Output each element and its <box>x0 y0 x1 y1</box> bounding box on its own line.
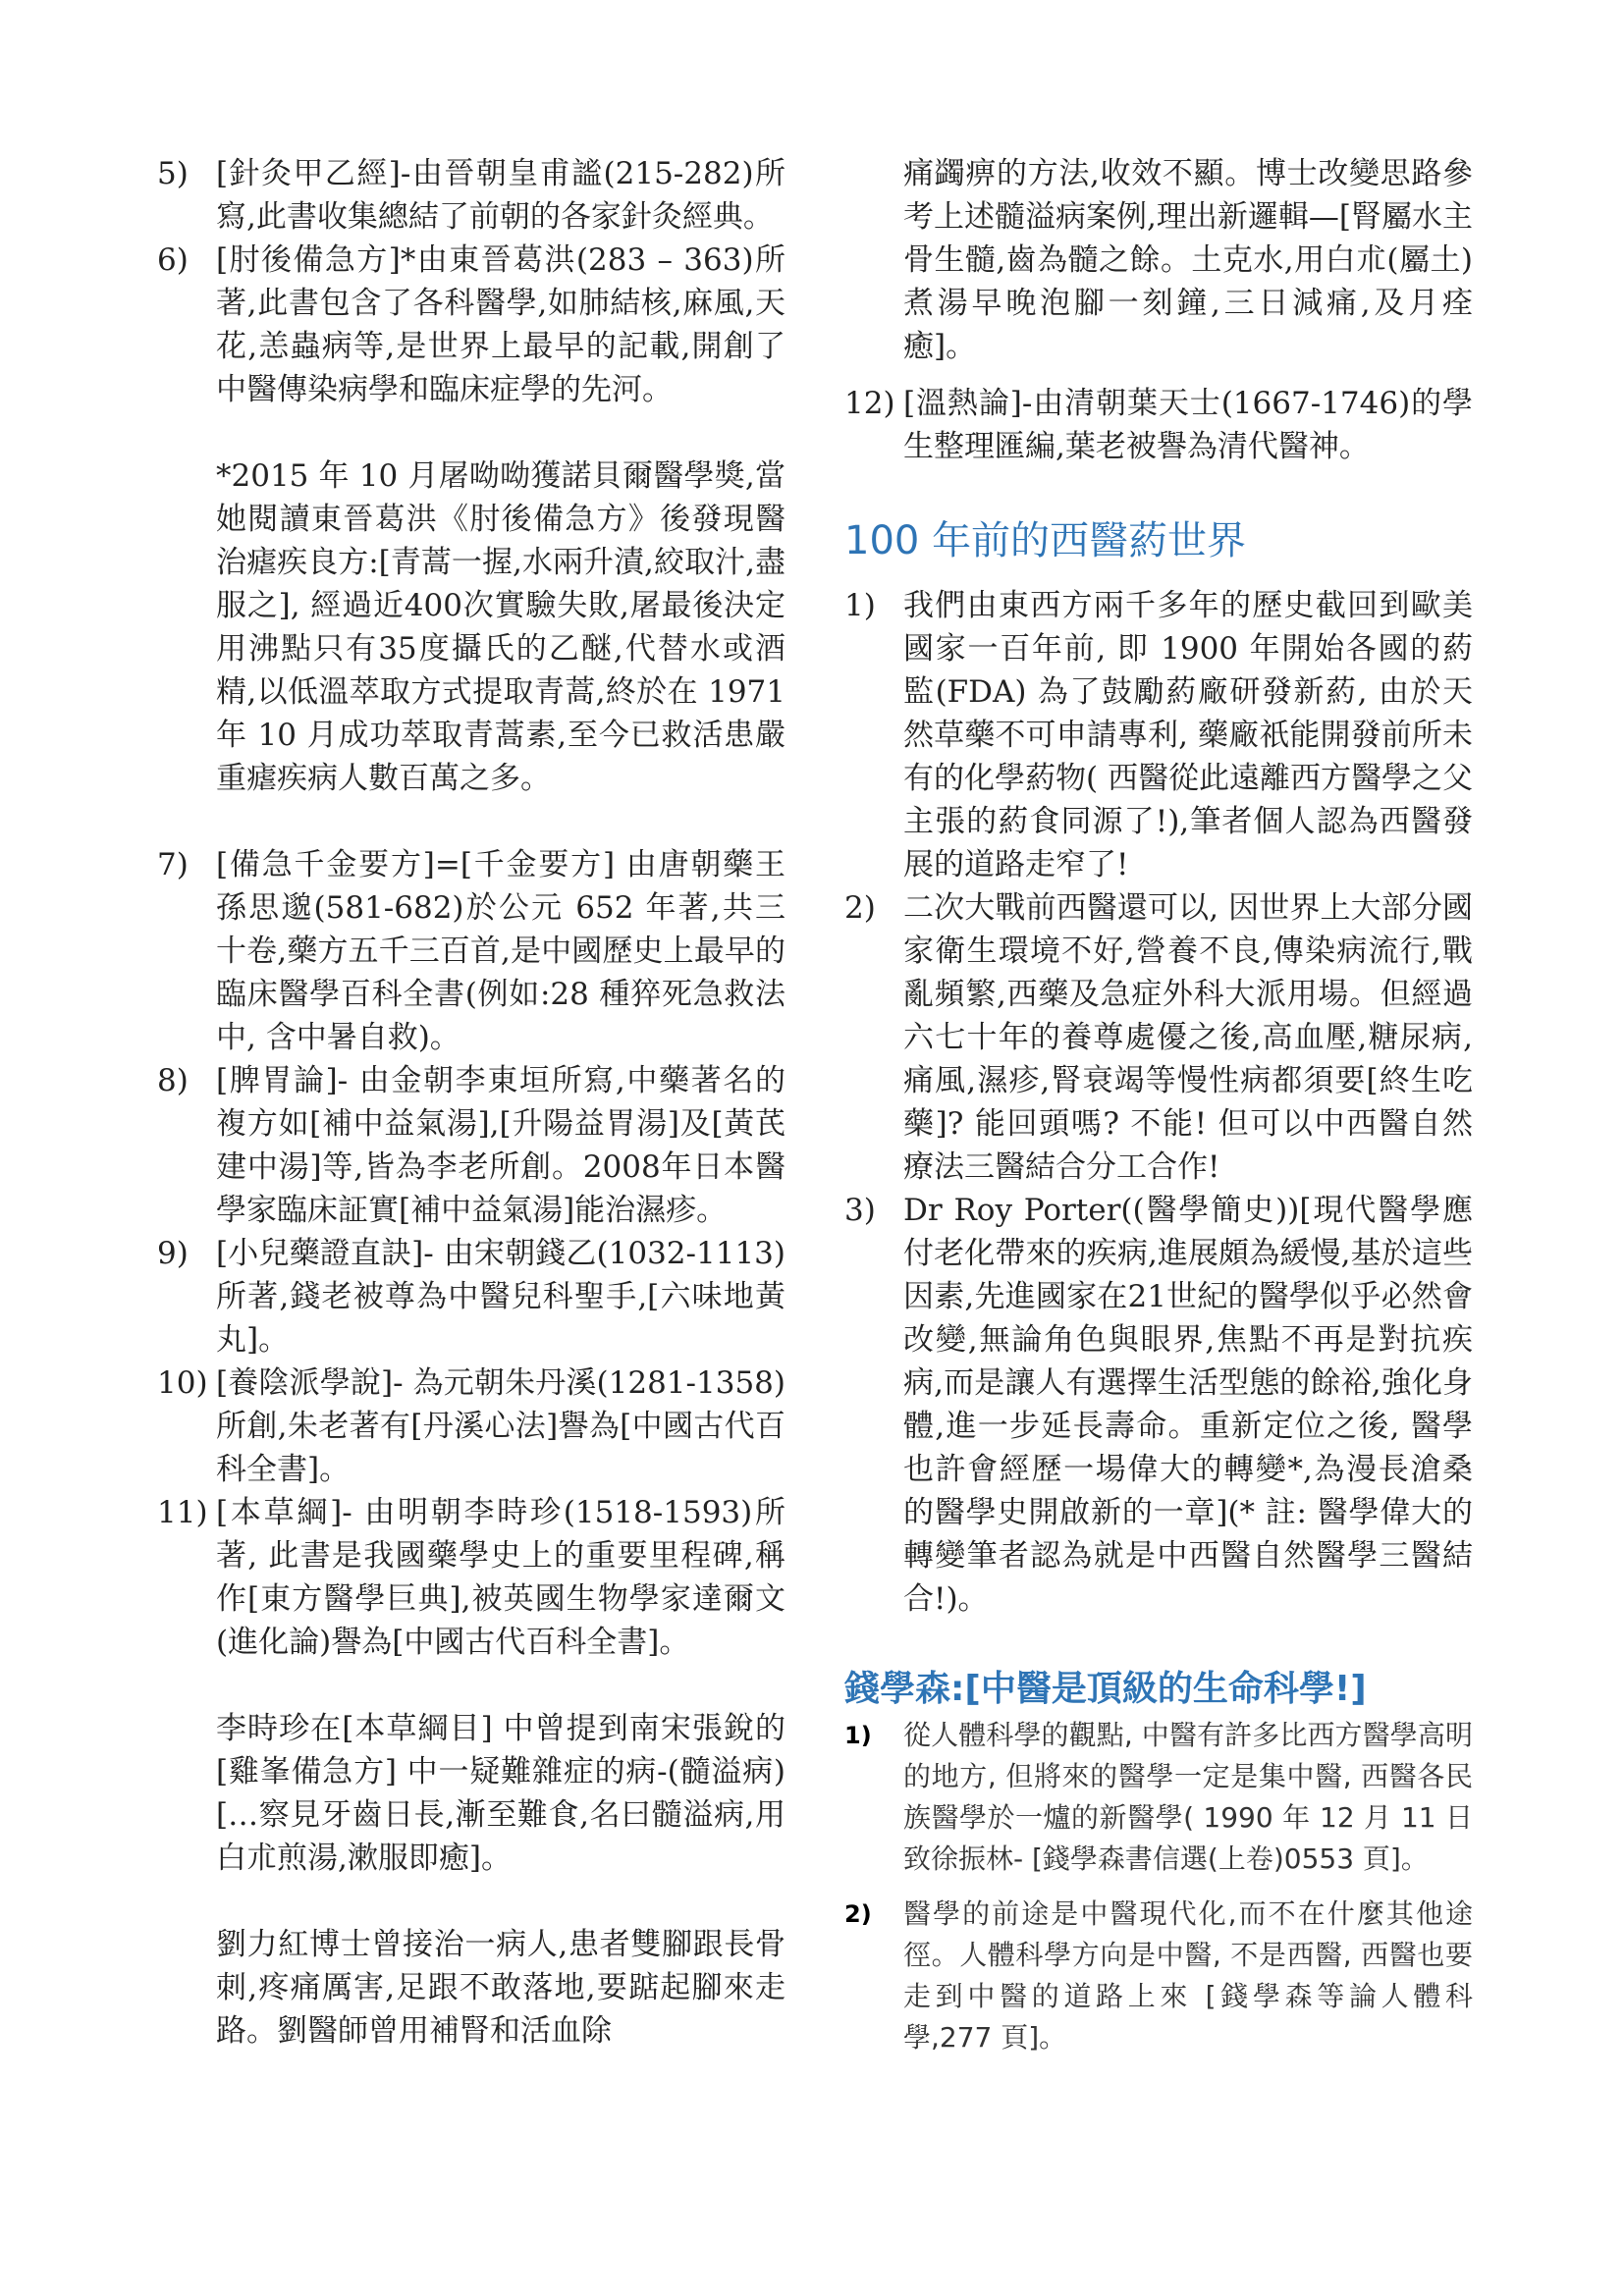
item-number: 2) <box>844 1900 872 1928</box>
item-text: [針灸甲乙經]-由晉朝皇甫謐(215-282)所寫,此書收集總結了前朝的各家針灸經典。 <box>216 156 785 235</box>
list-item <box>844 382 1473 468</box>
item-number: 1) <box>844 588 876 623</box>
note-paragraph: *2015 年 10 月屠呦呦獲諾貝爾醫學獎,當她閱讀東晉葛洪《肘後備急方》後發現醫治瘧疾良方:[青蒿一握,水兩升漬,絞取汁,盡服之], 經過近400次實驗失敗,屠最後決定用沸點只有35度攝氏的乙醚,代替水或酒精,以低溫萃取方式提取青蒿,終於在 1971 年 10 月成功萃取青蒿素,至今已救活患嚴重瘧疾病人數百萬之多。 <box>216 458 785 796</box>
item-number: 5) <box>157 156 189 191</box>
list-item <box>157 152 785 239</box>
section-heading: 錢學森:[中醫是頂級的生命科學!] <box>844 1669 1367 1709</box>
item-text: 醫學的前途是中醫現代化,而不在什麼其他途徑。人體科學方向是中醫, 不是西醫, 西醫也要走到中醫的道路上來 [錢學森等論人體科學,277 頁]。 <box>903 1897 1473 2054</box>
list-item <box>157 1059 785 1232</box>
item-number: 9) <box>157 1236 189 1271</box>
item-number: 2) <box>844 890 876 926</box>
item-number: 3) <box>844 1193 876 1228</box>
section-heading: 100 年前的西醫葯世界 <box>844 518 1247 563</box>
item-text: [養陰派學說]- 為元朝朱丹溪(1281-1358)所創,朱老著有[丹溪心法]譽為[中國古代百科全書]。 <box>216 1365 785 1487</box>
item-text: [本草綱]- 由明朝李時珍(1518-1593)所著, 此書是我國藥學史上的重要里程碑,稱作[東方醫學巨典],被英國生物學家達爾文(進化論)譽為[中國古代百科全書]。 <box>216 1495 785 1660</box>
left-column <box>157 152 785 2053</box>
list-item <box>844 1715 1473 1880</box>
item-text: 我們由東西方兩千多年的歷史截回到歐美國家一百年前, 即 1900 年開始各國的葯監(FDA) 為了鼓勵葯廠研發新葯, 由於天然草藥不可申請專利, 藥廠祇能開發前所未有的化學葯物( 西醫從此遠離西方醫學之父主張的葯食同源了!),筆者個人認為西醫發展的道路走窄了! <box>903 588 1473 882</box>
list-item <box>844 1189 1473 1621</box>
item-number: 7) <box>157 847 189 882</box>
list-item <box>844 584 1473 886</box>
list-item <box>157 1491 785 1664</box>
item-number: 1) <box>844 1722 872 1749</box>
list-item <box>157 843 785 1059</box>
item-number: 11) <box>157 1495 208 1530</box>
item-text: Dr Roy Porter((醫學簡史))[現代醫學應付老化帶來的疾病,進展頗為緩慢,基於這些因素,先進國家在21世紀的醫學似乎必然會改變,無論角色與眼界,焦點不再是對抗疾病,而是讓人有選擇生活型態的餘裕,強化身體,進一步延長壽命。重新定位之後, 醫學也許會經歷一場偉大的轉變*,為漫長滄桑的醫學史開啟新的一章](* 註: 醫學偉大的轉變筆者認為就是中西醫自然醫學三醫結合!)。 <box>903 1193 1473 1617</box>
item-text: [脾胃論]- 由金朝李東垣所寫,中藥著名的複方如[補中益氣湯],[升陽益胃湯]及[黃芪建中湯]等,皆為李老所創。2008年日本醫學家臨床証實[補中益氣湯]能治濕疹。 <box>216 1063 785 1228</box>
item-text: [備急千金要方]=[千金要方] 由唐朝藥王孫思邈(581-682)於公元 652 年著,共三十卷,藥方五千三百首,是中國歷史上最早的臨床醫學百科全書(例如:28 種猝死急救法中, 含中暑自救)。 <box>216 847 785 1055</box>
item-text: [溫熱論]-由清朝葉天士(1667-1746)的學生整理匯編,葉老被譽為清代醫神。 <box>903 386 1473 464</box>
item-text: 從人體科學的觀點, 中醫有許多比西方醫學高明的地方, 但將來的醫學一定是集中醫, 西醫各民族醫學於一爐的新醫學( 1990 年 12 月 11 日致徐振林- [錢學森書信選(上卷)0553 頁]。 <box>903 1719 1473 1875</box>
note-paragraph: 劉力紅博士曾接治一病人,患者雙腳跟長骨刺,疼痛厲害,足跟不敢落地,要踮起腳來走路。劉醫師曾用補腎和活血除 <box>216 1927 785 2049</box>
list-item <box>844 886 1473 1189</box>
right-column <box>844 152 1473 2058</box>
item-text: [肘後備急方]*由東晉葛洪(283 – 363)所著,此書包含了各科醫學,如肺結核,麻風,天花,恙蟲病等,是世界上最早的記載,開創了中醫傳染病學和臨床症學的先河。 <box>216 242 785 407</box>
item-text: 二次大戰前西醫還可以, 因世界上大部分國家衛生環境不好,營養不良,傳染病流行,戰亂頻繁,西藥及急症外科大派用場。但經過六七十年的養尊處優之後,高血壓,糖尿病,痛風,濕疹,腎衰竭等慢性病都須要[終生吃藥]? 能回頭嗎? 不能! 但可以中西醫自然療法三醫結合分工合作! <box>903 890 1473 1185</box>
list-item <box>157 1362 785 1491</box>
item-text: [小兒藥證直訣]- 由宋朝錢乙(1032-1113)所著,錢老被尊為中醫兒科聖手,[六味地黃丸]。 <box>216 1236 785 1358</box>
list-item <box>157 1232 785 1362</box>
note-paragraph: 李時珍在[本草綱目] 中曾提到南宋張銳的[雞峯備急方] 中一疑難雜症的病-(髓溢病)[…察見牙齒日長,漸至難食,名曰髓溢病,用白朮煎湯,漱服即癒]。 <box>216 1711 785 1876</box>
item-number: 12) <box>844 386 895 421</box>
item-number: 6) <box>157 242 189 278</box>
continued-paragraph: 痛蠲痹的方法,收效不顯。博士改變思路參考上述髓溢病案例,理出新邏輯—[腎屬水主骨生髓,齒為髓之餘。土克水,用白朮(屬土)煮湯早晚泡腳一刻鐘,三日減痛,及月痊癒]。 <box>903 156 1473 364</box>
list-item <box>157 239 785 411</box>
list-item <box>844 1894 1473 2058</box>
item-number: 8) <box>157 1063 189 1098</box>
item-number: 10) <box>157 1365 208 1401</box>
